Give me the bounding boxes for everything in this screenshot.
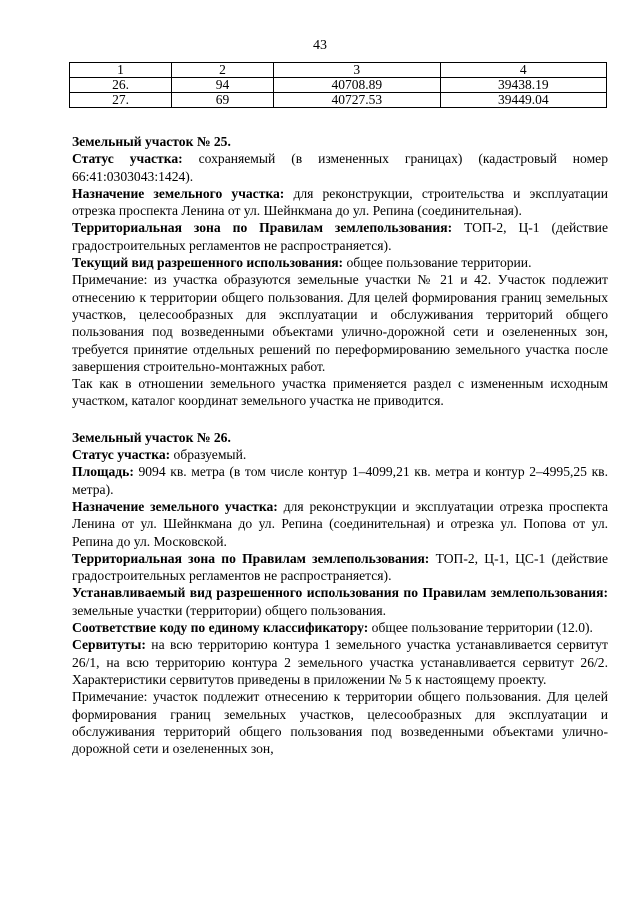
parcel-25-note: Примечание: из участка образуются земельные участки № 21 и 42. Участок подлежит отнесению к территории общего пользования. Для целей формирования границ земельных участков, целесообразных для эксплуатации и обслуживания территорий общего пользования под возведенными объектами улично-дорожной сети и озелененных зон, требуется принятие отдельных решений по переформированию земельного участка после завершения строительно-монтажных работ. — [72, 272, 608, 374]
section-spacer — [72, 410, 608, 429]
parcel-26-zone: Территориальная зона по Правилам землепользования: ТОП-2, Ц-1, ЦС-1 (действие градостроительных регламентов не распространяется). — [72, 550, 608, 584]
table-cell: 26. — [70, 78, 172, 93]
table-header-cell: 1 — [70, 63, 172, 78]
parcel-25-current-use: Текущий вид разрешенного использования: общее пользование территории. — [72, 255, 532, 271]
parcel-26-title: Земельный участок № 26. — [72, 429, 231, 445]
table-header-cell: 4 — [440, 63, 607, 78]
table-header-cell: 3 — [274, 63, 440, 78]
table-cell: 27. — [70, 93, 172, 108]
table-cell: 40708.89 — [274, 78, 440, 93]
table-row — [70, 93, 607, 108]
table-header-cell: 2 — [172, 63, 274, 78]
parcel-26-classifier: Соответствие коду по единому классификатору: общее пользование территории (12.0). — [72, 620, 593, 636]
parcel-26-servitude: Сервитуты: на всю территорию контура 1 земельного участка устанавливается сервитут 26/1, на всю территорию контура 2 земельного участка устанавливается сервитут 26/2. Характеристики сервитутов приведены в приложении № 5 к настоящему проекту. — [72, 637, 608, 687]
parcel-26-area: Площадь: 9094 кв. метра (в том числе контур 1–4099,21 кв. метра и контур 2–4995,25 кв. метра). — [72, 464, 608, 497]
table-cell: 39449.04 — [440, 93, 607, 108]
page-number: 43 — [313, 38, 327, 53]
table-cell: 40727.53 — [274, 93, 440, 108]
table-cell: 94 — [172, 78, 274, 93]
table-header-row — [70, 63, 607, 78]
parcel-26-purpose: Назначение земельного участка: для реконструкции и эксплуатации отрезка проспекта Ленина от ул. Шейнкмана до ул. Репина (соединительная) и отрезка ул. Попова от ул. Репина до ул. Московской. — [72, 498, 608, 549]
parcel-26-status: Статус участка: образуемый. — [72, 447, 247, 463]
parcel-26-note: Примечание: участок подлежит отнесению к территории общего пользования. Для целей формирования границ земельных участков, целесообразных для эксплуатации и обслуживания территорий общего пользования под возведенными объектами улично-дорожной сети и озелененных зон, — [72, 689, 608, 757]
table-cell: 39438.19 — [440, 78, 607, 93]
table-cell: 69 — [172, 93, 274, 108]
parcel-25-zone: Территориальная зона по Правилам землепользования: ТОП-2, Ц-1 (действие градостроительных регламентов не распространяется). — [72, 220, 608, 253]
parcel-25-status: Статус участка: сохраняемый (в измененных границах) (кадастровый номер 66:41:0303043:1424). — [72, 151, 608, 184]
coordinates-table — [69, 62, 607, 108]
table-row — [70, 78, 607, 93]
parcel-25-title: Земельный участок № 25. — [72, 134, 231, 149]
parcel-26-established-use: Устанавливаемый вид разрешенного использования по Правилам землепользования: земельные участки (территории) общего пользования. — [72, 585, 608, 618]
parcel-25-purpose: Назначение земельного участка: для реконструкции, строительства и эксплуатации отрезка проспекта Ленина от ул. Шейнкмана до ул. Репина (соединительная). — [72, 185, 608, 219]
parcel-25-catalog-note: Так как в отношении земельного участка применяется раздел с измененным исходным участком, каталог координат земельного участка не приводится. — [72, 376, 608, 409]
document-body — [72, 133, 608, 757]
